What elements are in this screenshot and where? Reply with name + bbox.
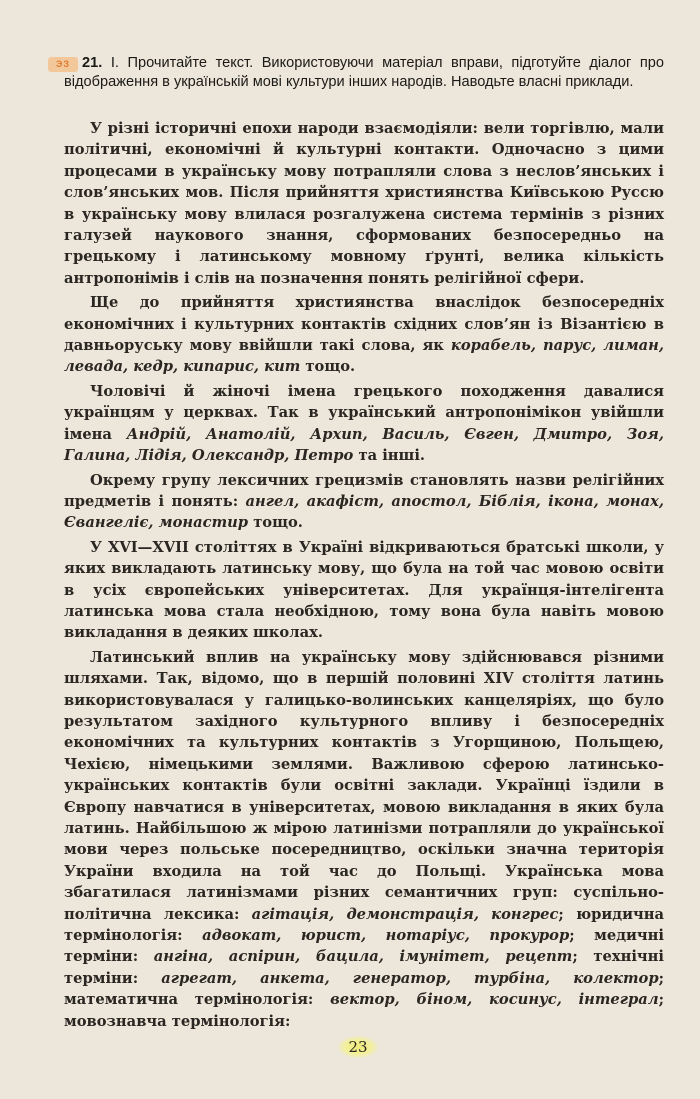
- italic-examples: Андрій, Анатолій, Архип, Василь, Євген, Дмитро, Зоя, Галина, Лідія, Олександр, Петро: [64, 425, 664, 465]
- italic-examples: корабель, парус, лиман, левада, кедр, кипарис, кит: [64, 337, 664, 376]
- paragraph: [64, 292, 664, 378]
- italic-examples: ангел, акафіст, апостол, Біблія, ікона, монах, Євангеліє, монастир: [64, 492, 664, 532]
- italic-examples: агітація, демонстрація, конгрес: [251, 905, 559, 923]
- italic-examples: агрегат, анкета, генератор, турбіна, колектор: [161, 969, 659, 987]
- page-number: 23: [338, 1036, 378, 1058]
- text-run: ; медичні терміни:: [64, 927, 665, 966]
- text-run: тощо.: [248, 514, 303, 532]
- paragraph: [64, 118, 664, 289]
- text-run: тощо.: [300, 358, 356, 376]
- text-run: та інші.: [353, 447, 426, 465]
- text-run: Ще до прийняття християнства внаслідок безпосередніх економічних і культурних контактів східних слов’ян із Візантією в давньоруську мову ввійшли такі слова, як: [64, 294, 664, 355]
- reading-text: [64, 118, 664, 1032]
- text-run: Латинський вплив на українську мову здійснювався різними шляхами. Так, відомо, що в першій половині XIV століття латинь використовувалася у галицько-волинських канцеляріях, що було результатом західного культурного впливу і безпосередніх економічних та культурних контактів з Угорщиною, Польщею, Чехією, німецькими землями. Важливою сферою латинсько-українських контактів були освітні заклади. Українці їздили в Європу навчатися в університетах, мовою викладання в яких була латинь. Найбільшою ж мірою латинізми потрапляли до української мови через польське посередництво, оскільки значна територія України входила на той час до Польщі. Українська мова збагатилася латинізмами різних семантичних груп: суспільно-політична лексика:: [64, 648, 664, 923]
- text-run: ; юридична термінологія:: [64, 905, 664, 945]
- text-run: Окрему групу лексичних грецизмів становлять назви релігійних предметів і понять:: [64, 471, 664, 510]
- paragraph: [64, 470, 664, 534]
- text-run: Чоловічі й жіночі імена грецького походження давалися українцям у церквах. Так в український антропонімікон увійшли імена: [64, 382, 664, 443]
- text-run: ; математична термінологія:: [64, 969, 665, 1009]
- paragraph: [64, 381, 664, 467]
- italic-examples: вектор, біном, косинус, інтеграл: [330, 991, 659, 1009]
- exercise-task: [56, 54, 664, 92]
- text-run: ; технічні терміни:: [64, 948, 664, 987]
- text-run: У різні історичні епохи народи взаємодіяли: вели торгівлю, мали політичні, економічні й культурні контакти. Одночасно з цими процесами в українську мову потрапляли слова з неслов’янських і слов’янських мов. Після прийняття християнства Київською Руссю в українську мову влилася розгалужена система термінів з різних галузей наукового знання, сформованих безпосередньо на грецькому і латинському мовному ґрунті, велика кількість антропонімів і слів на позначення понять релігійної сфери.: [64, 120, 664, 287]
- text-run: У XVI—XVII століттях в Україні відкриваються братські школи, у яких викладають латинську мову, що була на той час мовою освіти в усіх європейських університетах. Для українця-інтелігента латинська мова стала необхідною, тому вона була навіть мовою викладання в деяких школах.: [64, 538, 664, 642]
- exercise-number: 21.: [82, 55, 103, 71]
- exercise-instruction: І. Прочитайте текст. Використовуючи матеріал вправи, підготуйте діалог про відображення в українській мові культури інших народів. Наводьте власні приклади.: [64, 55, 664, 90]
- paragraph: [64, 647, 664, 1032]
- italic-examples: ангіна, аспірин, бацила, імунітет, рецепт: [153, 948, 573, 966]
- text-run: ; мовознавча термінологія:: [64, 991, 664, 1030]
- paragraph: [64, 537, 664, 644]
- italic-examples: адвокат, юрист, нотаріус, прокурор: [202, 927, 570, 945]
- mark-icon: ЭЗ: [48, 57, 78, 72]
